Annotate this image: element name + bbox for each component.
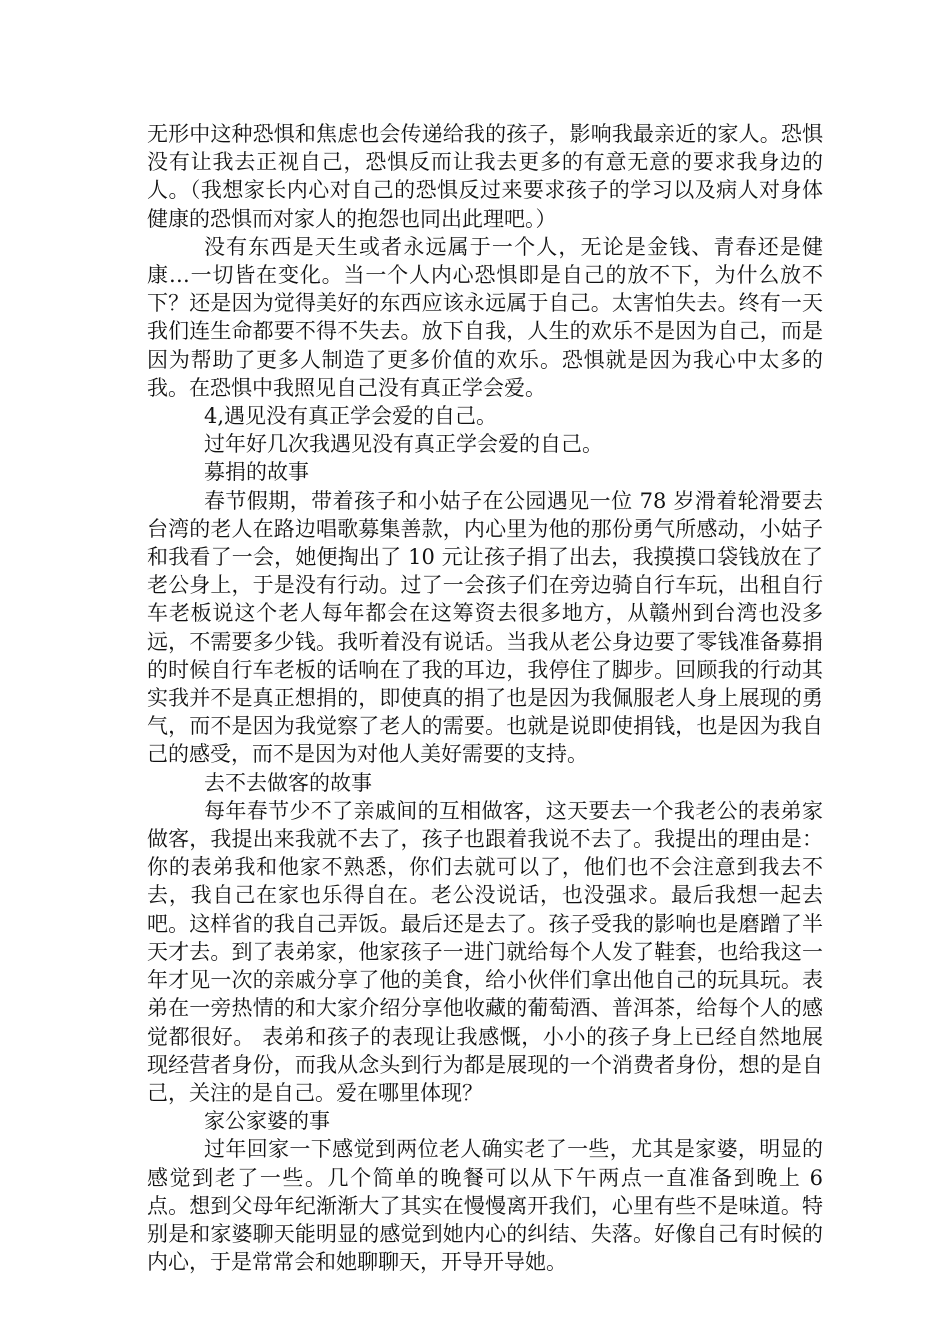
paragraph-donation-story: 春节假期，带着孩子和小姑子在公园遇见一位 78 岁滑着轮滑要去台湾的老人在路边唱歌募集善款，内心里为他的那份勇气所感动，小姑子和我看了一会，她便掏出了 10 元让孩子捐了出去，我摸摸口袋钱放在了老公身上，于是没有行动。过了一会孩子们在旁边骑自行车玩，出租自行车老板说这个老人每年都会在这筹资去很多地方，从赣州到台湾也没多远，不需要多少钱。我听着没有说话。当我从老公身边要了零钱准备募捐的时候自行车老板的话响在了我的耳边，我停住了脚步。回顾我的行动其实我并不是真正想捐的，即使真的捐了也是因为我佩服老人身上展现的勇气，而不是因为我觉察了老人的需要。也就是说即使捐钱，也是因为我自己的感受，而不是因为对他人美好需要的支持。 [147,488,823,767]
story-title-visit: 去不去做客的故事 [204,770,372,795]
document-page [147,120,823,1276]
paragraph-new-year-meet: 过年好几次我遇见没有真正学会爱的自己。 [204,432,603,457]
paragraph-in-laws-story: 过年回家一下感觉到两位老人确实老了一些，尤其是家婆，明显的感觉到老了一些。几个简单的晚餐可以从下午两点一直准备到晚上 6 点。想到父母年纪渐渐大了其实在慢慢离开我们，心里有些不是味道。特别是和家婆聊天能明显的感觉到她内心的纠结、失落。好像自己有时候的内心，于是常常会和她聊聊天，开导开导她。 [147,1137,823,1275]
paragraph-fear-family: 无形中这种恐惧和焦虑也会传递给我的孩子，影响我最亲近的家人。恐惧没有让我去正视自己，恐惧反而让我去更多的有意无意的要求我身边的人。（我想家长内心对自己的恐惧反过来要求孩子的学习以及病人对身体健康的恐惧而对家人的抱怨也同出此理吧。） [147,122,823,231]
story-title-in-laws: 家公家婆的事 [204,1109,330,1134]
paragraph-visit-story: 每年春节少不了亲戚间的互相做客，这天要去一个我老公的表弟家做客，我提出来我就不去了，孩子也跟着我说不去了。我提出的理由是：你的表弟我和他家不熟悉，你们去就可以了，他们也不会注意到我去不去，我自己在家也乐得自在。老公没说话，也没强求。最后我想一起去吧。这样省的我自己弄饭。最后还是去了。孩子受我的影响也是磨蹭了半天才去。到了表弟家，他家孩子一进门就给每个人发了鞋套，也给我这一年才见一次的亲戚分享了他的美食，给小伙伴们拿出他自己的玩具玩。表弟在一旁热情的和大家介绍分享他收藏的葡萄酒、普洱茶，给每个人的感觉都很好。 表弟和孩子的表现让我感慨，小小的孩子身上已经自然地展现经营者身份，而我从念头到行为都是展现的一个消费者身份，想的是自己，关注的是自己。爱在哪里体现？ [147,798,823,1105]
section-heading-meet-self: 4,遇见没有真正学会爱的自己。 [204,404,498,429]
story-title-donation: 募捐的故事 [204,460,309,485]
paragraph-nothing-belongs: 没有东西是天生或者永远属于一个人，无论是金钱、青春还是健康…一切皆在变化。当一个人内心恐惧即是自己的放不下，为什么放不下？还是因为觉得美好的东西应该永远属于自己。太害怕失去。终有一天我们连生命都要不得不失去。放下自我，人生的欢乐不是因为自己，而是因为帮助了更多人制造了更多价值的欢乐。恐惧就是因为我心中太多的我。在恐惧中我照见自己没有真正学会爱。 [147,234,823,400]
